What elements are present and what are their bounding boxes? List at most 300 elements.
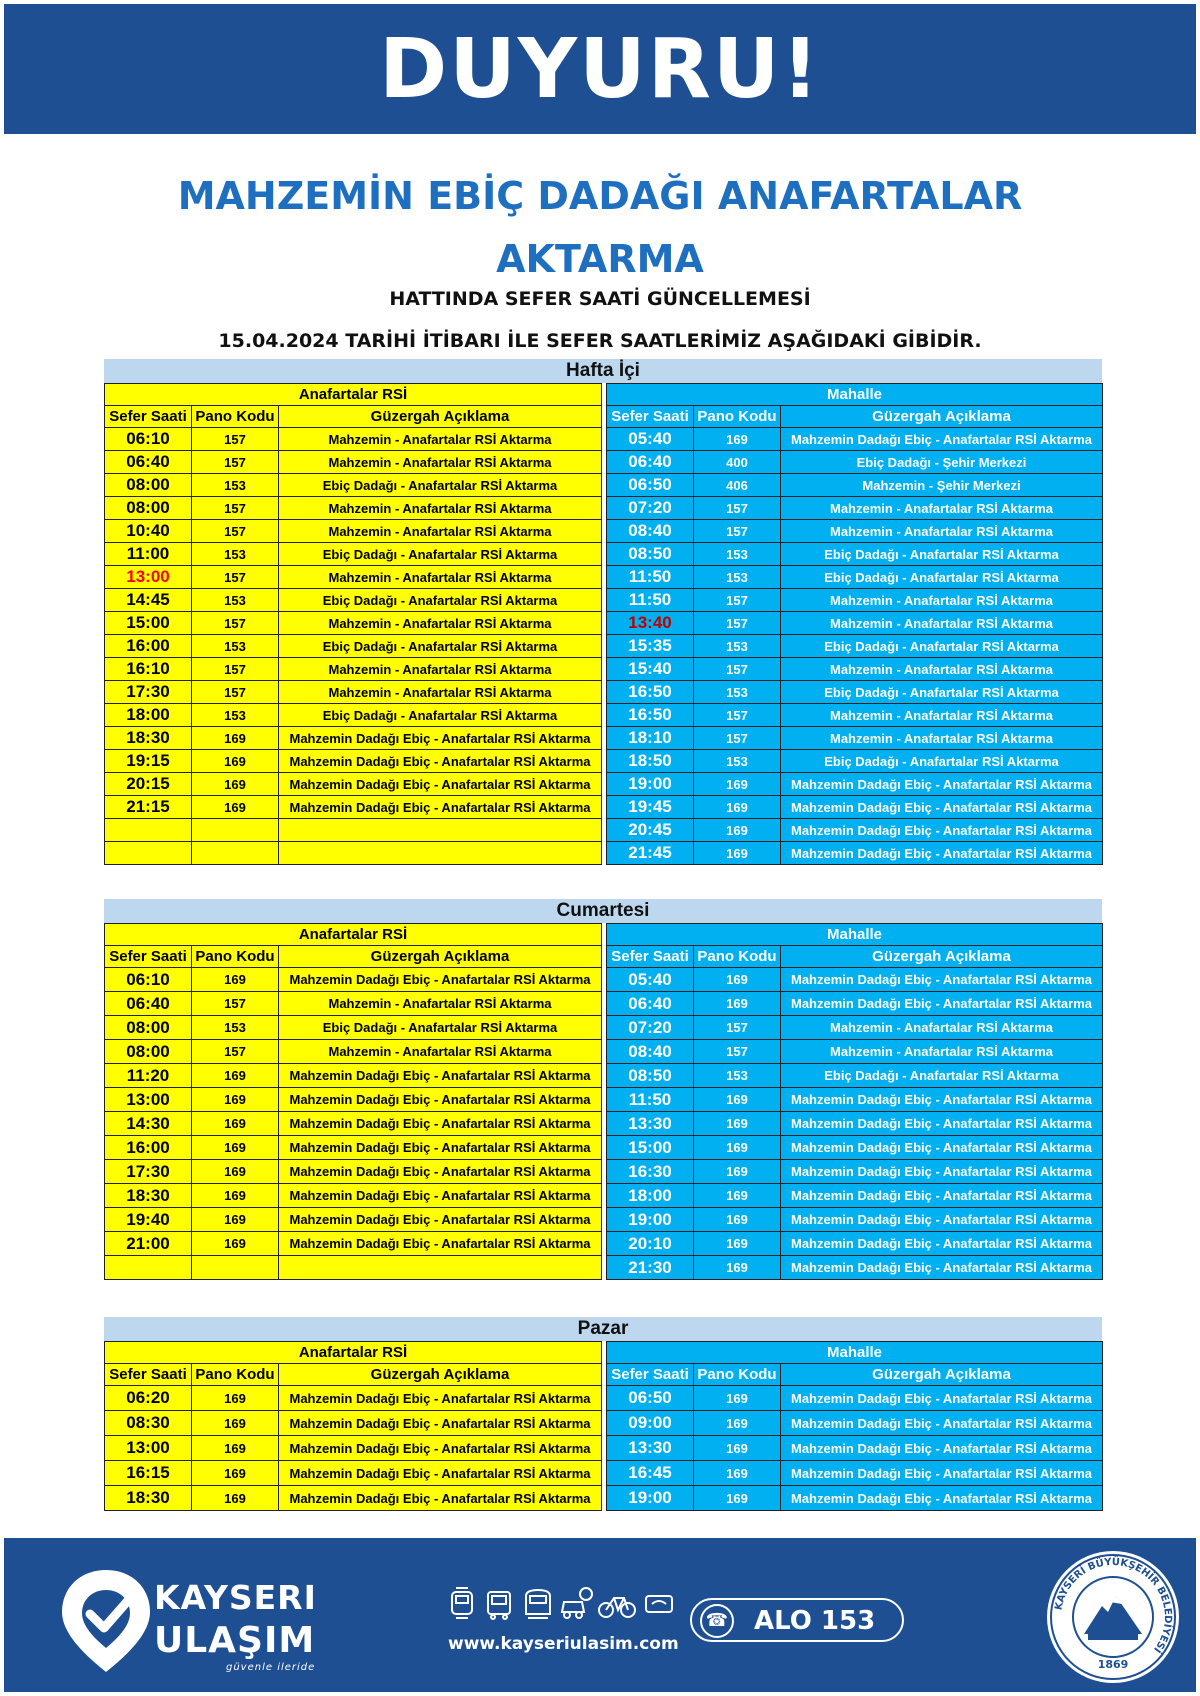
- route-description: Mahzemin Dadağı Ebiç - Anafartalar RSİ Aktarma: [279, 1386, 602, 1411]
- departure-time: 19:00: [607, 1486, 694, 1511]
- update-subtitle: HATTINDA SEFER SAATİ GÜNCELLEMESİ: [389, 288, 811, 310]
- departure-time: 14:30: [105, 1112, 192, 1136]
- table-row: [105, 451, 602, 474]
- route-code: 169: [192, 1411, 279, 1436]
- route-code: 169: [694, 819, 781, 842]
- route-code: 169: [192, 1436, 279, 1461]
- departure-time: 16:15: [105, 1461, 192, 1486]
- group-header: Mahalle: [607, 384, 1103, 406]
- departure-time: 11:50: [607, 1088, 694, 1112]
- departure-time: 14:45: [105, 589, 192, 612]
- column-header-route: Güzergah Açıklama: [781, 1364, 1103, 1386]
- route-code: 169: [694, 1486, 781, 1511]
- route-description: Ebiç Dadağı - Anafartalar RSİ Aktarma: [279, 704, 602, 727]
- train-icon: [526, 1590, 550, 1618]
- route-code: 169: [694, 1256, 781, 1280]
- departure-time: 08:50: [607, 543, 694, 566]
- departure-time: 06:50: [607, 474, 694, 497]
- departure-time: 18:00: [105, 704, 192, 727]
- departure-time: 20:10: [607, 1232, 694, 1256]
- departure-time: 11:00: [105, 543, 192, 566]
- route-description: Mahzemin Dadağı Ebiç - Anafartalar RSİ Aktarma: [279, 1064, 602, 1088]
- table-row: [607, 1064, 1103, 1088]
- table-row: [607, 428, 1103, 451]
- route-description: Mahzemin Dadağı Ebiç - Anafartalar RSİ Aktarma: [279, 1088, 602, 1112]
- table-row: [607, 1411, 1103, 1436]
- departure-time: 09:00: [607, 1411, 694, 1436]
- departure-time: 16:30: [607, 1160, 694, 1184]
- table-row: [105, 566, 602, 589]
- schedule-table-mahalle: [606, 383, 1103, 865]
- table-row: [607, 1486, 1103, 1511]
- departure-time: 16:50: [607, 704, 694, 727]
- column-header-time: Sefer Saati: [607, 406, 694, 428]
- route-description: Mahzemin - Anafartalar RSİ Aktarma: [781, 612, 1103, 635]
- table-row: [607, 1386, 1103, 1411]
- route-code: 153: [694, 566, 781, 589]
- hotline-badge[interactable]: [690, 1598, 904, 1642]
- route-code: 400: [694, 451, 781, 474]
- route-code: 169: [694, 1184, 781, 1208]
- table-row: [105, 1040, 602, 1064]
- brand-slogan: güvenle ileride: [226, 1662, 316, 1673]
- schedule-section-saturday: [104, 899, 1102, 1277]
- route-description: Mahzemin Dadağı Ebiç - Anafartalar RSİ Aktarma: [781, 1256, 1103, 1280]
- table-row: [105, 520, 602, 543]
- departure-time: 21:00: [105, 1232, 192, 1256]
- route-description: Mahzemin Dadağı Ebiç - Anafartalar RSİ Aktarma: [279, 727, 602, 750]
- route-code: 153: [694, 681, 781, 704]
- route-code: 153: [192, 543, 279, 566]
- table-row: [105, 658, 602, 681]
- table-row: [105, 428, 602, 451]
- departure-time: 06:50: [607, 1386, 694, 1411]
- route-description: Mahzemin Dadağı Ebiç - Anafartalar RSİ Aktarma: [781, 1486, 1103, 1511]
- route-description: Ebiç Dadağı - Anafartalar RSİ Aktarma: [781, 566, 1103, 589]
- announcement-title: DUYURU!: [379, 21, 821, 117]
- route-description: Mahzemin - Anafartalar RSİ Aktarma: [781, 1016, 1103, 1040]
- departure-time: 08:40: [607, 520, 694, 543]
- route-description: Mahzemin Dadağı Ebiç - Anafartalar RSİ Aktarma: [279, 1184, 602, 1208]
- route-description: [279, 842, 602, 865]
- departure-time: 18:00: [607, 1184, 694, 1208]
- route-description: Ebiç Dadağı - Anafartalar RSİ Aktarma: [781, 543, 1103, 566]
- column-header-code: Pano Kodu: [192, 946, 279, 968]
- route-code: 157: [694, 704, 781, 727]
- route-code: 169: [694, 428, 781, 451]
- departure-time: 16:10: [105, 658, 192, 681]
- route-description: Mahzemin Dadağı Ebiç - Anafartalar RSİ Aktarma: [781, 796, 1103, 819]
- departure-time: 19:00: [607, 773, 694, 796]
- departure-time: 13:30: [607, 1436, 694, 1461]
- route-code: 169: [192, 968, 279, 992]
- departure-time: 21:30: [607, 1256, 694, 1280]
- table-row: [105, 543, 602, 566]
- table-row: [607, 1112, 1103, 1136]
- footer-banner: [4, 1538, 1196, 1692]
- departure-time: 08:50: [607, 1064, 694, 1088]
- route-description: Ebiç Dadağı - Anafartalar RSİ Aktarma: [279, 474, 602, 497]
- route-description: Mahzemin Dadağı Ebiç - Anafartalar RSİ Aktarma: [781, 1208, 1103, 1232]
- route-code: 157: [694, 589, 781, 612]
- column-header-time: Sefer Saati: [105, 1364, 192, 1386]
- route-code: 157: [192, 520, 279, 543]
- route-title-line-1: MAHZEMİN EBİÇ DADAĞI ANAFARTALAR: [177, 174, 1023, 218]
- route-description: [279, 1256, 602, 1280]
- departure-time: 20:45: [607, 819, 694, 842]
- route-description: Mahzemin - Anafartalar RSİ Aktarma: [781, 589, 1103, 612]
- route-description: Mahzemin Dadağı Ebiç - Anafartalar RSİ Aktarma: [781, 1088, 1103, 1112]
- table-row: [607, 1040, 1103, 1064]
- route-code: 153: [192, 635, 279, 658]
- departure-time: 21:15: [105, 796, 192, 819]
- route-code: 157: [694, 727, 781, 750]
- schedule-section-weekday: [104, 359, 1102, 862]
- departure-time: 15:00: [105, 612, 192, 635]
- table-row: [105, 681, 602, 704]
- route-description: Mahzemin Dadağı Ebiç - Anafartalar RSİ Aktarma: [279, 1136, 602, 1160]
- departure-time: 10:40: [105, 520, 192, 543]
- route-code: 169: [192, 773, 279, 796]
- route-code: 169: [694, 1160, 781, 1184]
- table-row: [105, 1016, 602, 1040]
- table-row: [607, 1436, 1103, 1461]
- route-code: 157: [694, 1040, 781, 1064]
- route-code: 169: [694, 1461, 781, 1486]
- group-header: Mahalle: [607, 924, 1103, 946]
- route-description: Mahzemin Dadağı Ebiç - Anafartalar RSİ Aktarma: [781, 773, 1103, 796]
- route-code: 169: [694, 1436, 781, 1461]
- route-description: Mahzemin Dadağı Ebiç - Anafartalar RSİ Aktarma: [781, 1436, 1103, 1461]
- table-row: [607, 658, 1103, 681]
- table-row: [607, 968, 1103, 992]
- route-code: 157: [192, 658, 279, 681]
- route-description: Mahzemin - Anafartalar RSİ Aktarma: [781, 497, 1103, 520]
- table-row: [607, 543, 1103, 566]
- route-description: Mahzemin Dadağı Ebiç - Anafartalar RSİ Aktarma: [781, 992, 1103, 1016]
- route-code: 169: [694, 1136, 781, 1160]
- column-header-time: Sefer Saati: [105, 946, 192, 968]
- route-description: Mahzemin Dadağı Ebiç - Anafartalar RSİ Aktarma: [279, 1232, 602, 1256]
- route-code: 169: [192, 750, 279, 773]
- route-description: Mahzemin Dadağı Ebiç - Anafartalar RSİ Aktarma: [279, 1208, 602, 1232]
- table-row: [105, 1411, 602, 1436]
- departure-time: 19:40: [105, 1208, 192, 1232]
- route-description: Mahzemin Dadağı Ebiç - Anafartalar RSİ Aktarma: [781, 1232, 1103, 1256]
- column-header-route: Güzergah Açıklama: [279, 406, 602, 428]
- kayseri-ulasim-logo-icon: [56, 1566, 156, 1676]
- departure-time: 17:30: [105, 1160, 192, 1184]
- table-row: [607, 681, 1103, 704]
- route-description: Mahzemin - Anafartalar RSİ Aktarma: [781, 704, 1103, 727]
- schedule-table-anafartalar: [104, 1341, 602, 1511]
- departure-time: 13:00: [105, 566, 192, 589]
- route-description: Mahzemin - Anafartalar RSİ Aktarma: [781, 727, 1103, 750]
- departure-time: 06:10: [105, 968, 192, 992]
- route-code: 169: [694, 1232, 781, 1256]
- route-description: Mahzemin - Anafartalar RSİ Aktarma: [279, 992, 602, 1016]
- column-header-code: Pano Kodu: [694, 406, 781, 428]
- table-row: [105, 1136, 602, 1160]
- departure-time: 06:40: [607, 992, 694, 1016]
- table-row: [105, 1208, 602, 1232]
- departure-time: 19:15: [105, 750, 192, 773]
- table-row: [607, 796, 1103, 819]
- route-description: Ebiç Dadağı - Anafartalar RSİ Aktarma: [781, 1064, 1103, 1088]
- route-description: Mahzemin - Şehir Merkezi: [781, 474, 1103, 497]
- departure-time: 08:40: [607, 1040, 694, 1064]
- route-code: 153: [192, 704, 279, 727]
- departure-time: 13:40: [607, 612, 694, 635]
- group-header: Mahalle: [607, 1342, 1103, 1364]
- route-description: Mahzemin Dadağı Ebiç - Anafartalar RSİ Aktarma: [781, 428, 1103, 451]
- route-description: Mahzemin - Anafartalar RSİ Aktarma: [279, 566, 602, 589]
- column-header-time: Sefer Saati: [607, 1364, 694, 1386]
- route-description: Mahzemin Dadağı Ebiç - Anafartalar RSİ Aktarma: [279, 1486, 602, 1511]
- transport-icons-row: [448, 1586, 678, 1620]
- departure-time: 15:00: [607, 1136, 694, 1160]
- table-row: [105, 992, 602, 1016]
- route-description: Ebiç Dadağı - Anafartalar RSİ Aktarma: [781, 635, 1103, 658]
- section-title-sunday: Pazar: [104, 1317, 1102, 1341]
- table-row: [105, 704, 602, 727]
- route-description: Mahzemin - Anafartalar RSİ Aktarma: [279, 681, 602, 704]
- route-code: 169: [192, 1208, 279, 1232]
- table-row: [607, 1461, 1103, 1486]
- table-row: [105, 796, 602, 819]
- route-description: Mahzemin - Anafartalar RSİ Aktarma: [279, 497, 602, 520]
- column-header-time: Sefer Saati: [105, 406, 192, 428]
- departure-time: 16:00: [105, 1136, 192, 1160]
- route-description: Mahzemin Dadağı Ebiç - Anafartalar RSİ Aktarma: [279, 1436, 602, 1461]
- route-description: Mahzemin Dadağı Ebiç - Anafartalar RSİ Aktarma: [781, 1160, 1103, 1184]
- route-code: 157: [694, 497, 781, 520]
- route-code: 169: [694, 773, 781, 796]
- table-row: [105, 1232, 602, 1256]
- table-row: [105, 968, 602, 992]
- bus-icon: [488, 1592, 510, 1619]
- route-code: 157: [192, 566, 279, 589]
- route-code: 153: [694, 635, 781, 658]
- route-code: 157: [192, 428, 279, 451]
- route-description: Mahzemin Dadağı Ebiç - Anafartalar RSİ Aktarma: [781, 1411, 1103, 1436]
- route-code: 169: [694, 842, 781, 865]
- route-code: 157: [694, 1016, 781, 1040]
- departure-time: 18:10: [607, 727, 694, 750]
- route-description: Ebiç Dadağı - Anafartalar RSİ Aktarma: [279, 589, 602, 612]
- table-row: [607, 566, 1103, 589]
- brand-name-line-1: KAYSERI: [154, 1578, 317, 1617]
- route-description: Mahzemin - Anafartalar RSİ Aktarma: [279, 428, 602, 451]
- route-code: [192, 1256, 279, 1280]
- route-description: Ebiç Dadağı - Anafartalar RSİ Aktarma: [781, 681, 1103, 704]
- route-code: 157: [192, 612, 279, 635]
- departure-time: 06:40: [607, 451, 694, 474]
- route-code: 169: [192, 1136, 279, 1160]
- departure-time: 13:30: [607, 1112, 694, 1136]
- departure-time: 18:30: [105, 1184, 192, 1208]
- route-description: Mahzemin - Anafartalar RSİ Aktarma: [279, 658, 602, 681]
- route-description: Mahzemin Dadağı Ebiç - Anafartalar RSİ Aktarma: [781, 1386, 1103, 1411]
- route-code: 169: [192, 796, 279, 819]
- departure-time: 17:30: [105, 681, 192, 704]
- route-description: Ebiç Dadağı - Şehir Merkezi: [781, 451, 1103, 474]
- table-row: [105, 635, 602, 658]
- departure-time: [105, 819, 192, 842]
- effective-date-notice: 15.04.2024 TARİHİ İTİBARI İLE SEFER SAATLERİMİZ AŞAĞIDAKİ GİBİDİR.: [218, 330, 982, 352]
- table-row: [105, 1256, 602, 1280]
- column-header-time: Sefer Saati: [607, 946, 694, 968]
- departure-time: 08:30: [105, 1411, 192, 1436]
- table-row: [607, 1016, 1103, 1040]
- table-row: [607, 750, 1103, 773]
- group-header: Anafartalar RSİ: [105, 924, 602, 946]
- table-row: [105, 750, 602, 773]
- table-row: [607, 1160, 1103, 1184]
- card-icon: [646, 1596, 672, 1612]
- table-row: [105, 1064, 602, 1088]
- departure-time: 21:45: [607, 842, 694, 865]
- route-code: 153: [694, 543, 781, 566]
- route-code: [192, 819, 279, 842]
- route-code: 157: [192, 1040, 279, 1064]
- route-description: Mahzemin - Anafartalar RSİ Aktarma: [781, 658, 1103, 681]
- route-description: Mahzemin Dadağı Ebiç - Anafartalar RSİ Aktarma: [781, 819, 1103, 842]
- departure-time: 16:45: [607, 1461, 694, 1486]
- route-code: 169: [192, 1088, 279, 1112]
- column-header-route: Güzergah Açıklama: [279, 1364, 602, 1386]
- route-code: 169: [694, 1112, 781, 1136]
- table-row: [607, 451, 1103, 474]
- departure-time: 15:35: [607, 635, 694, 658]
- group-header: Anafartalar RSİ: [105, 1342, 602, 1364]
- departure-time: 11:50: [607, 589, 694, 612]
- seal-text: KAYSERİ BÜYÜKŞEHİR BELEDİYESİ: [1053, 1556, 1174, 1655]
- schedule-section-sunday: [104, 1317, 1102, 1507]
- departure-time: 13:00: [105, 1088, 192, 1112]
- table-row: [105, 1160, 602, 1184]
- column-header-code: Pano Kodu: [694, 1364, 781, 1386]
- departure-time: 11:20: [105, 1064, 192, 1088]
- car-park-icon: [562, 1588, 592, 1618]
- departure-time: 08:00: [105, 1040, 192, 1064]
- route-code: 157: [694, 658, 781, 681]
- route-description: Ebiç Dadağı - Anafartalar RSİ Aktarma: [279, 543, 602, 566]
- column-header-code: Pano Kodu: [192, 406, 279, 428]
- route-code: 157: [192, 992, 279, 1016]
- departure-time: 06:20: [105, 1386, 192, 1411]
- departure-time: 19:00: [607, 1208, 694, 1232]
- route-code: 169: [694, 1208, 781, 1232]
- route-code: 169: [192, 1160, 279, 1184]
- route-description: Mahzemin Dadağı Ebiç - Anafartalar RSİ Aktarma: [781, 1461, 1103, 1486]
- route-description: Mahzemin Dadağı Ebiç - Anafartalar RSİ Aktarma: [781, 1184, 1103, 1208]
- departure-time: [105, 842, 192, 865]
- route-code: 169: [192, 727, 279, 750]
- route-description: Mahzemin - Anafartalar RSİ Aktarma: [279, 612, 602, 635]
- table-row: [607, 727, 1103, 750]
- route-code: 153: [694, 750, 781, 773]
- route-code: 169: [694, 1088, 781, 1112]
- route-description: Mahzemin - Anafartalar RSİ Aktarma: [279, 451, 602, 474]
- seal-year: 1869: [1097, 1658, 1129, 1671]
- route-code: 406: [694, 474, 781, 497]
- route-code: 169: [192, 1386, 279, 1411]
- route-code: 157: [192, 451, 279, 474]
- departure-time: 07:20: [607, 1016, 694, 1040]
- route-description: Mahzemin Dadağı Ebiç - Anafartalar RSİ Aktarma: [279, 1411, 602, 1436]
- table-row: [607, 497, 1103, 520]
- departure-time: 19:45: [607, 796, 694, 819]
- departure-time: 16:00: [105, 635, 192, 658]
- route-code: 169: [192, 1064, 279, 1088]
- route-code: 169: [694, 1386, 781, 1411]
- departure-time: 08:00: [105, 474, 192, 497]
- departure-time: 20:15: [105, 773, 192, 796]
- table-row: [607, 1256, 1103, 1280]
- route-description: Mahzemin Dadağı Ebiç - Anafartalar RSİ Aktarma: [279, 968, 602, 992]
- route-description: Mahzemin Dadağı Ebiç - Anafartalar RSİ Aktarma: [781, 968, 1103, 992]
- table-row: [607, 704, 1103, 727]
- route-code: 169: [192, 1461, 279, 1486]
- website-link[interactable]: www.kayseriulasim.com: [448, 1634, 679, 1654]
- table-row: [607, 1232, 1103, 1256]
- route-description: Mahzemin - Anafartalar RSİ Aktarma: [279, 520, 602, 543]
- table-row: [105, 612, 602, 635]
- departure-time: 15:40: [607, 658, 694, 681]
- route-description: Mahzemin Dadağı Ebiç - Anafartalar RSİ Aktarma: [279, 750, 602, 773]
- group-header: Anafartalar RSİ: [105, 384, 602, 406]
- schedule-table-mahalle: [606, 923, 1103, 1280]
- departure-time: 05:40: [607, 968, 694, 992]
- table-row: [607, 1136, 1103, 1160]
- route-description: Mahzemin Dadağı Ebiç - Anafartalar RSİ Aktarma: [781, 1112, 1103, 1136]
- table-row: [607, 1208, 1103, 1232]
- route-description: Mahzemin Dadağı Ebiç - Anafartalar RSİ Aktarma: [279, 1160, 602, 1184]
- departure-time: 18:30: [105, 1486, 192, 1511]
- table-row: [105, 1184, 602, 1208]
- route-description: Mahzemin Dadağı Ebiç - Anafartalar RSİ Aktarma: [781, 1136, 1103, 1160]
- table-row: [105, 1486, 602, 1511]
- route-code: 169: [192, 1486, 279, 1511]
- column-header-code: Pano Kodu: [192, 1364, 279, 1386]
- municipality-seal-icon: [1044, 1548, 1182, 1686]
- route-description: Mahzemin - Anafartalar RSİ Aktarma: [279, 1040, 602, 1064]
- brand-name-line-2: ULAŞIM: [154, 1620, 316, 1661]
- departure-time: 06:10: [105, 428, 192, 451]
- table-row: [105, 474, 602, 497]
- route-code: 169: [694, 1411, 781, 1436]
- departure-time: 05:40: [607, 428, 694, 451]
- table-row: [105, 773, 602, 796]
- column-header-route: Güzergah Açıklama: [279, 946, 602, 968]
- table-row: [105, 1386, 602, 1411]
- route-code: 169: [192, 1112, 279, 1136]
- departure-time: 13:00: [105, 1436, 192, 1461]
- route-code: 153: [192, 474, 279, 497]
- table-row: [105, 589, 602, 612]
- route-description: Mahzemin - Anafartalar RSİ Aktarma: [781, 520, 1103, 543]
- route-code: 157: [694, 520, 781, 543]
- section-title-saturday: Cumartesi: [104, 899, 1102, 923]
- route-description: Ebiç Dadağı - Anafartalar RSİ Aktarma: [279, 1016, 602, 1040]
- table-row: [607, 612, 1103, 635]
- table-row: [607, 635, 1103, 658]
- departure-time: 18:30: [105, 727, 192, 750]
- bicycle-icon: [599, 1598, 635, 1617]
- table-row: [105, 842, 602, 865]
- schedule-table-anafartalar: [104, 383, 602, 865]
